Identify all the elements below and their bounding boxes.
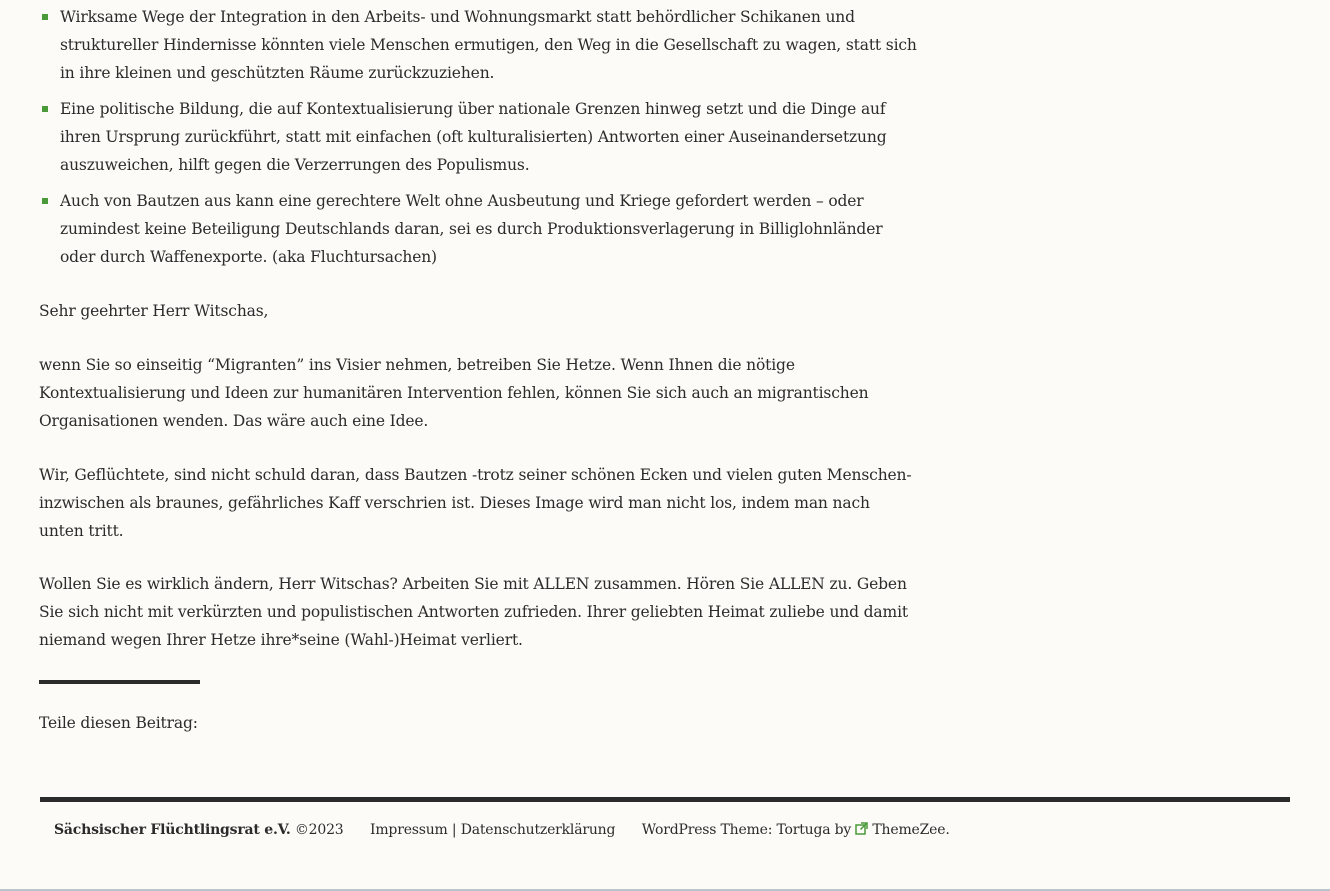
list-item: [39, 95, 919, 179]
themezee-link[interactable]: ThemeZee: [872, 822, 946, 838]
bullet-list: [39, 3, 919, 271]
footer-theme-text: WordPress Theme: Tortuga by: [641, 822, 852, 838]
article-content: [39, 0, 919, 732]
site-footer: [54, 819, 950, 842]
body-paragraph: Wir, Geflüchtete, sind nicht schuld daran, dass Bautzen -trotz seiner schönen Ecken und vielen guten Menschen- inzwischen als braunes, gefährliches Kaff verschrien ist. Dieses Image wird man nicht los, indem man nach unten tritt.: [39, 466, 912, 540]
greeting-paragraph: Sehr geehrter Herr Witschas,: [39, 302, 269, 320]
footer-org-name: Sächsischer Flüchtlingsrat e.V.: [54, 822, 291, 838]
list-item: [39, 3, 919, 87]
body-paragraph: wenn Sie so einseitig “Migranten” ins Visier nehmen, betreiben Sie Hetze. Wenn Ihnen die nötige Kontextualisierung und Ideen zur humanitären Intervention fehlen, können Sie sich auch an migrantischen Organisationen wenden. Das wäre auch eine Idee.: [39, 356, 869, 430]
footer-copyright: ©2023: [294, 822, 344, 838]
footer-divider: [40, 797, 1290, 802]
impressum-link[interactable]: Impressum: [370, 822, 448, 838]
bullet-square-icon: [42, 14, 48, 20]
section-divider: [39, 680, 200, 684]
external-link-icon: [855, 820, 868, 842]
list-item-text: Eine politische Bildung, die auf Kontextualisierung über nationale Grenzen hinweg setzt und die Dinge auf ihren Ursprung zurückführt, statt mit einfachen (oft kulturalisierten) Antworten einer Auseinandersetzung auszuweichen, hilft gegen die Verzerrungen des Populismus.: [60, 100, 887, 174]
bullet-square-icon: [42, 106, 48, 112]
list-item-text: Auch von Bautzen aus kann eine gerechtere Welt ohne Ausbeutung und Kriege gefordert werden – oder zumindest keine Beteiligung Deutschlands daran, sei es durch Produktionsverlagerung in Billiglohnländer oder durch Waffenexporte. (aka Fluchtursachen): [60, 192, 883, 266]
share-label: Teile diesen Beitrag:: [39, 714, 198, 732]
list-item-text: Wirksame Wege der Integration in den Arbeits- und Wohnungsmarkt statt behördlicher Schikanen und struktureller Hindernisse könnten viele Menschen ermutigen, den Weg in die Gesellschaft zu wagen, statt sich in ihre kleinen und geschützten Räume zurückzuziehen.: [60, 8, 917, 82]
datenschutz-link[interactable]: Datenschutzerklärung: [460, 822, 616, 838]
footer-separator: |: [451, 822, 457, 838]
body-paragraph: Wollen Sie es wirklich ändern, Herr Witschas? Arbeiten Sie mit ALLEN zusammen. Hören Sie ALLEN zu. Geben Sie sich nicht mit verkürzten und populistischen Antworten zufrieden. Ihrer geliebten Heimat zuliebe und damit niemand wegen Ihrer Hetze ihre*seine (Wahl-)Heimat verliert.: [39, 575, 908, 649]
bullet-square-icon: [42, 198, 48, 204]
footer-period: .: [945, 822, 950, 838]
list-item: [39, 187, 919, 271]
